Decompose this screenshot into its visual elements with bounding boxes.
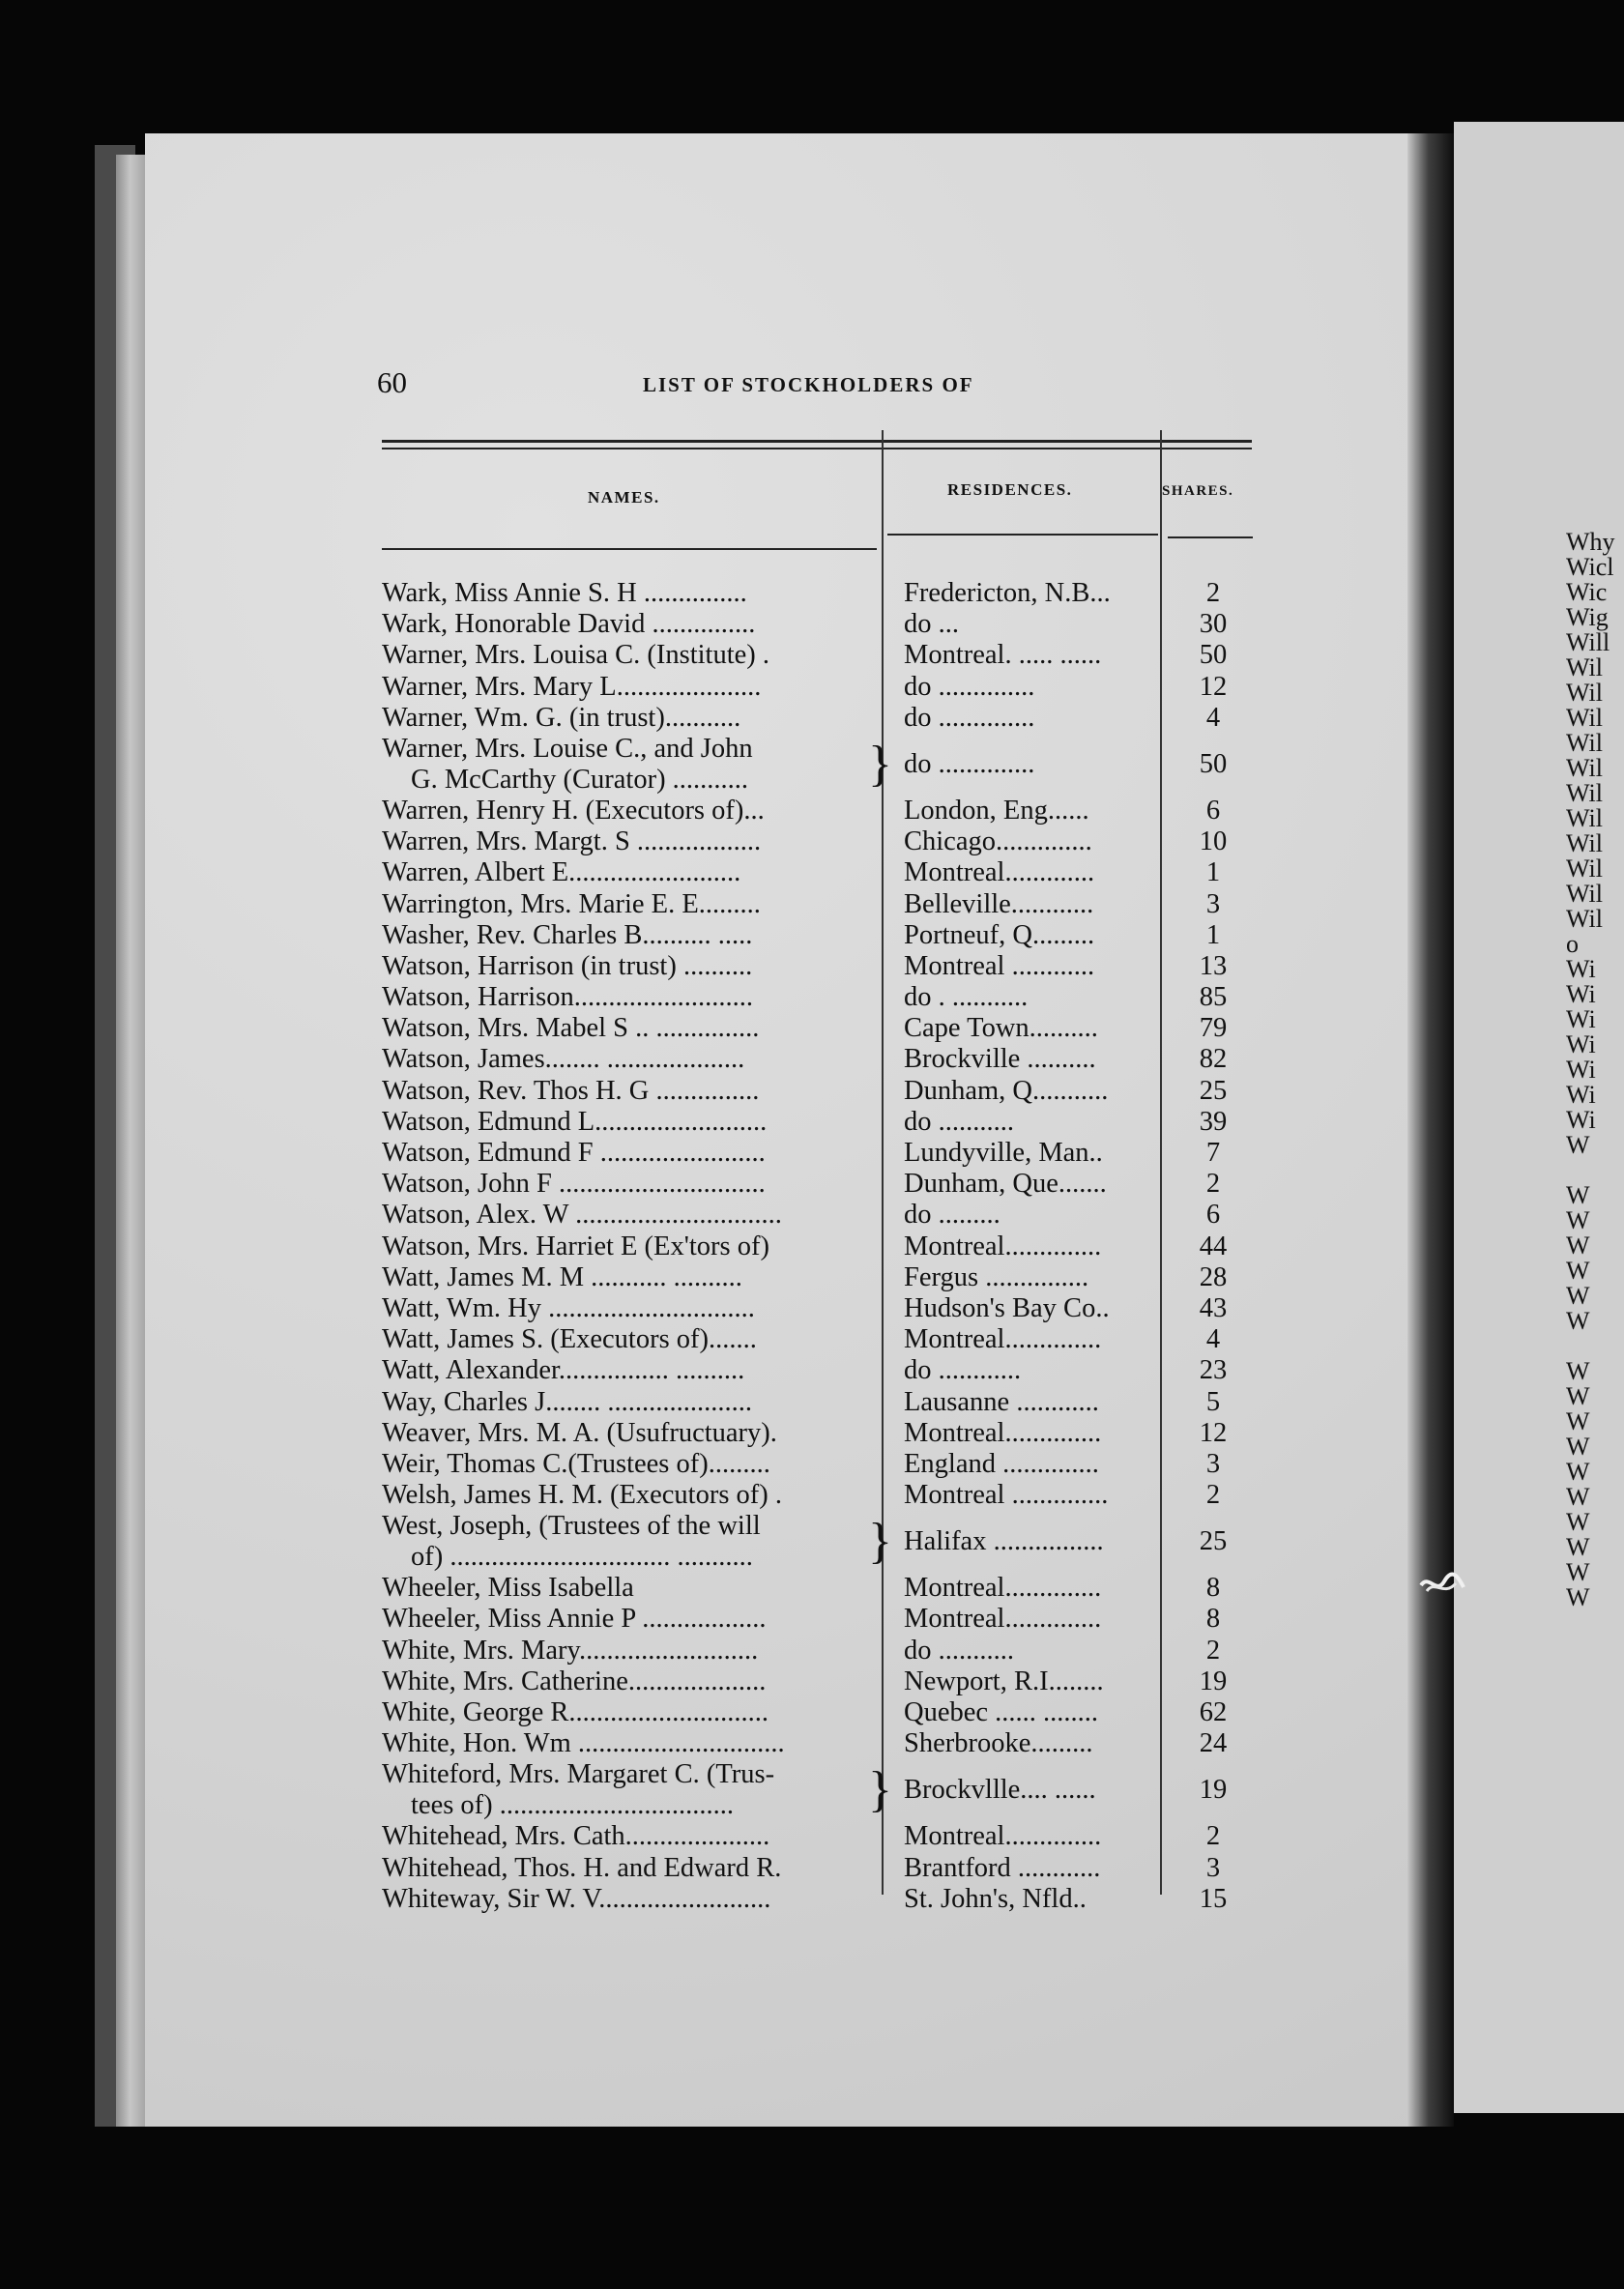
share-count: 44 — [1199, 1231, 1228, 1261]
residence: Quebec ...... ........ — [904, 1697, 1099, 1727]
facing-page-line: Wi — [1566, 1005, 1596, 1033]
stockholder-name — [382, 1355, 889, 1386]
top-rule-1 — [382, 440, 1252, 443]
share-count: 25 — [1199, 1075, 1228, 1106]
name-line: Whiteford, Mrs. Margaret C. (Trus- — [382, 1759, 775, 1790]
name-continuation-line: G. McCarthy (Curator) ........... — [411, 764, 749, 795]
stockholder-name — [382, 1821, 889, 1852]
facing-page-line: W — [1566, 1307, 1590, 1335]
share-count: 4 — [1205, 702, 1221, 733]
name-continuation-line: of) ................................ ........... — [411, 1542, 753, 1573]
stockholder-name — [382, 1636, 889, 1666]
residence: Brockville .......... — [904, 1044, 1096, 1075]
stockholder-name — [382, 796, 889, 826]
table-row — [382, 1449, 1252, 1480]
table-row — [382, 1355, 1252, 1386]
table-row — [382, 1200, 1252, 1231]
stockholder-name — [382, 857, 889, 888]
name-line: Wark, Miss Annie S. H ............... — [382, 578, 747, 608]
table-row — [382, 1821, 1252, 1852]
table-row — [382, 1044, 1252, 1075]
stockholder-name — [382, 1293, 889, 1324]
share-count: 10 — [1199, 826, 1228, 857]
table-row — [382, 920, 1252, 951]
stockholder-name — [382, 1169, 889, 1200]
name-line: Washer, Rev. Charles B.......... ..... — [382, 919, 753, 950]
table-row — [382, 1418, 1252, 1449]
running-title: LIST OF STOCKHOLDERS OF — [643, 373, 974, 396]
facing-page-text — [1566, 530, 1624, 1610]
facing-page-line: W — [1566, 1458, 1590, 1486]
share-count: 28 — [1199, 1261, 1228, 1292]
stockholder-name — [382, 1853, 889, 1884]
share-count: 6 — [1205, 1200, 1221, 1231]
name-line: West, Joseph, (Trustees of the will — [382, 1511, 761, 1542]
stockholder-name — [382, 1387, 889, 1418]
stockholder-name — [382, 609, 889, 640]
share-count: 3 — [1205, 1448, 1221, 1479]
facing-page-line: W — [1566, 1181, 1590, 1209]
share-count: 43 — [1199, 1292, 1228, 1323]
name-line: Watson, Edmund F ........................ — [382, 1138, 766, 1168]
name-line: Warren, Albert E......................... — [382, 857, 741, 888]
facing-page-line: W — [1566, 1257, 1590, 1285]
table-row — [382, 672, 1252, 703]
table-row — [382, 1573, 1252, 1604]
name-line: Warner, Wm. G. (in trust)........... — [382, 702, 741, 733]
share-count: 2 — [1205, 1821, 1221, 1852]
facing-page-line: Wic — [1566, 578, 1608, 606]
stockholder-name — [382, 1013, 889, 1044]
share-count: 24 — [1199, 1728, 1228, 1759]
stockholder-name — [382, 703, 889, 734]
stockholder-name — [382, 889, 889, 920]
facing-page-line: Wil — [1566, 905, 1603, 933]
facing-page-line: Wi — [1566, 1030, 1596, 1058]
name-line: Watson, Mrs. Mabel S .. ............... — [382, 1013, 760, 1044]
table-row — [382, 1697, 1252, 1728]
stockholder-name — [382, 1231, 889, 1262]
residence: do ........... — [904, 1635, 1014, 1666]
residence: Montreal.............. — [904, 1821, 1102, 1852]
name-line: Watson, Alex. W .............................. — [382, 1200, 782, 1231]
name-line: Wheeler, Miss Annie P .................. — [382, 1604, 767, 1635]
facing-page-line: Wig — [1566, 603, 1609, 631]
residence: Lausanne ............ — [904, 1386, 1099, 1417]
stockholder-name — [382, 1884, 889, 1915]
facing-page-line: Wil — [1566, 704, 1603, 732]
column-header-residences: RESIDENCES. — [947, 480, 1073, 499]
residence: do ............ — [904, 1355, 1022, 1386]
stockholder-name — [382, 1418, 889, 1449]
name-line: Whitehead, Mrs. Cath..................... — [382, 1821, 770, 1852]
facing-page-line: W — [1566, 1282, 1590, 1310]
header-bottom-rule-names — [382, 548, 877, 550]
facing-page-line: Wil — [1566, 679, 1603, 707]
facing-page-line: W — [1566, 1483, 1590, 1511]
brace-glyph: } — [868, 1514, 892, 1570]
facing-page-line: Wil — [1566, 754, 1603, 782]
table-row — [382, 1387, 1252, 1418]
residence: Montreal. ..... ...... — [904, 640, 1102, 671]
facing-page-line: Wi — [1566, 1056, 1596, 1084]
table-row — [382, 734, 1252, 796]
share-count: 19 — [1199, 1666, 1228, 1696]
facing-page-line: W — [1566, 1357, 1590, 1385]
facing-page-line: Wil — [1566, 804, 1603, 832]
residence: do ......... — [904, 1200, 1000, 1231]
share-count: 82 — [1199, 1044, 1228, 1075]
residence: Portneuf, Q......... — [904, 919, 1095, 950]
table-row — [382, 1666, 1252, 1697]
name-line: Watson, John F .............................. — [382, 1169, 766, 1200]
name-line: Whitehead, Thos. H. and Edward R. — [382, 1852, 782, 1883]
stockholder-name — [382, 1107, 889, 1138]
name-line: Warner, Mrs. Louisa C. (Institute) . — [382, 640, 770, 671]
name-line: Warrington, Mrs. Marie E. E......... — [382, 888, 761, 919]
share-count: 3 — [1205, 1852, 1221, 1883]
facing-page-line: W — [1566, 1433, 1590, 1461]
facing-page-line: Wil — [1566, 829, 1603, 857]
facing-page-line: o — [1566, 930, 1579, 958]
share-count: 2 — [1205, 578, 1221, 608]
facing-page-line: W — [1566, 1231, 1590, 1260]
residence: Dunham, Q........... — [904, 1075, 1109, 1106]
top-rule-2 — [382, 448, 1252, 449]
page-header — [377, 365, 1247, 414]
facing-page-line: W — [1566, 1583, 1590, 1611]
share-count: 12 — [1199, 1417, 1228, 1448]
table-row — [382, 1728, 1252, 1759]
residence: England .............. — [904, 1448, 1099, 1479]
stockholder-name — [382, 951, 889, 982]
facing-page-line: Wicl — [1566, 553, 1614, 581]
table-row — [382, 951, 1252, 982]
binding-thread — [1419, 1570, 1465, 1599]
stockholder-name — [382, 1200, 889, 1231]
residence: Montreal.............. — [904, 1324, 1102, 1355]
table-row — [382, 609, 1252, 640]
column-header-names: NAMES. — [588, 488, 660, 507]
residence: do ........... — [904, 1106, 1014, 1137]
stockholder-name — [382, 1573, 889, 1604]
facing-page-line: Wi — [1566, 1106, 1596, 1134]
table-row — [382, 1759, 1252, 1821]
residence: Fredericton, N.B... — [904, 578, 1111, 608]
residence: Montreal ............ — [904, 950, 1095, 981]
residence: do ... — [904, 609, 959, 640]
residence: Belleville............ — [904, 888, 1094, 919]
table-row — [382, 1107, 1252, 1138]
residence: do . ........... — [904, 982, 1029, 1013]
facing-page-line: W — [1566, 1206, 1590, 1234]
residence: St. John's, Nfld.. — [904, 1883, 1087, 1914]
table-row — [382, 796, 1252, 826]
stockholder-name — [382, 982, 889, 1013]
stockholder-name — [382, 920, 889, 951]
share-count: 25 — [1199, 1526, 1228, 1557]
facing-page-line: W — [1566, 1558, 1590, 1586]
residence: Montreal .............. — [904, 1480, 1109, 1511]
table-row — [382, 1324, 1252, 1355]
table-row — [382, 1076, 1252, 1107]
facing-page-line: Why — [1566, 528, 1615, 556]
table-row — [382, 1853, 1252, 1884]
share-count: 5 — [1205, 1386, 1221, 1417]
stockholder-name — [382, 1262, 889, 1293]
stockholder-name — [382, 1759, 889, 1821]
facing-page-line: Will — [1566, 628, 1610, 656]
share-count: 30 — [1199, 609, 1228, 640]
share-count: 8 — [1205, 1573, 1221, 1604]
table-row — [382, 640, 1252, 671]
name-line: Weaver, Mrs. M. A. (Usufructuary). — [382, 1417, 777, 1448]
stockholder-name — [382, 578, 889, 609]
stockholder-name — [382, 1449, 889, 1480]
table-row — [382, 1013, 1252, 1044]
share-count: 8 — [1205, 1604, 1221, 1635]
book-gutter — [1407, 133, 1454, 2127]
stockholder-name — [382, 1697, 889, 1728]
name-line: Warner, Mrs. Mary L..................... — [382, 671, 762, 702]
facing-page-line: Wil — [1566, 880, 1603, 908]
stockholder-name — [382, 1324, 889, 1355]
name-line: Watt, Wm. Hy .............................. — [382, 1292, 755, 1323]
table-row — [382, 703, 1252, 734]
brace-glyph: } — [868, 1762, 892, 1818]
stockholder-name — [382, 640, 889, 671]
residence: Brantford ............ — [904, 1852, 1101, 1883]
stockholder-name — [382, 1666, 889, 1697]
residence: do .............. — [904, 671, 1035, 702]
residence: Sherbrooke......... — [904, 1728, 1093, 1759]
share-count: 4 — [1205, 1324, 1221, 1355]
residence: Newport, R.I........ — [904, 1666, 1104, 1696]
stockholder-name — [382, 1076, 889, 1107]
share-count: 13 — [1199, 950, 1228, 981]
facing-page-line: W — [1566, 1508, 1590, 1536]
name-line: Watson, Harrison.......................... — [382, 982, 753, 1013]
column-header-shares: SHARES. — [1162, 483, 1234, 499]
share-count: 15 — [1199, 1883, 1228, 1914]
stockholder-name — [382, 1044, 889, 1075]
share-count: 50 — [1199, 640, 1228, 671]
residence: Montreal.............. — [904, 1231, 1102, 1261]
share-count: 3 — [1205, 888, 1221, 919]
header-bottom-rule-shares — [1168, 536, 1253, 538]
table-row — [382, 578, 1252, 609]
facing-page-line: Wil — [1566, 653, 1603, 681]
residence: Halifax ................ — [904, 1526, 1104, 1557]
facing-page-line: W — [1566, 1533, 1590, 1561]
table-row — [382, 857, 1252, 888]
share-count: 6 — [1205, 795, 1221, 826]
residence: do .............. — [904, 748, 1035, 779]
brace-glyph: } — [868, 736, 892, 792]
name-continuation-line: tees of) .................................. — [411, 1790, 735, 1821]
share-count: 79 — [1199, 1013, 1228, 1044]
share-count: 1 — [1205, 857, 1221, 888]
name-line: Weir, Thomas C.(Trustees of)......... — [382, 1448, 770, 1479]
facing-page-line: W — [1566, 1131, 1590, 1159]
facing-page-line: Wil — [1566, 779, 1603, 807]
facing-page-line — [1566, 1158, 1624, 1183]
share-count: 1 — [1205, 919, 1221, 950]
page-number: 60 — [377, 365, 407, 399]
table-row — [382, 1511, 1252, 1573]
name-line: White, Hon. Wm .............................. — [382, 1728, 785, 1759]
name-line: Wark, Honorable David ............... — [382, 609, 756, 640]
name-line: Watson, Rev. Thos H. G ............... — [382, 1075, 760, 1106]
share-count: 23 — [1199, 1355, 1228, 1386]
table-row — [382, 889, 1252, 920]
share-count: 2 — [1205, 1635, 1221, 1666]
stockholder-name — [382, 1480, 889, 1511]
name-line: Watson, Harrison (in trust) .......... — [382, 950, 753, 981]
name-line: Watson, Edmund L......................... — [382, 1106, 768, 1137]
table-row — [382, 826, 1252, 857]
facing-page-line — [1566, 1334, 1624, 1359]
table-row — [382, 1604, 1252, 1635]
table-row — [382, 1480, 1252, 1511]
stockholder-name — [382, 1511, 889, 1573]
name-line: White, Mrs. Mary.......................... — [382, 1635, 759, 1666]
name-line: Watson, Mrs. Harriet E (Ex'tors of) — [382, 1231, 769, 1261]
stockholder-name — [382, 1138, 889, 1169]
stockholder-name — [382, 1728, 889, 1759]
facing-page-line: Wil — [1566, 855, 1603, 883]
residence: Montreal.............. — [904, 1417, 1102, 1448]
residence: Montreal.............. — [904, 1573, 1102, 1604]
name-line: Watt, James S. (Executors of)....... — [382, 1324, 757, 1355]
share-count: 19 — [1199, 1775, 1228, 1806]
share-count: 7 — [1205, 1138, 1221, 1168]
residence: London, Eng...... — [904, 795, 1089, 826]
residence: Montreal............. — [904, 857, 1095, 888]
table-row — [382, 1636, 1252, 1666]
residence: Brockvllle.... ...... — [904, 1775, 1096, 1806]
table-row — [382, 1293, 1252, 1324]
table-row — [382, 1169, 1252, 1200]
table-row — [382, 1231, 1252, 1262]
residence: Lundyville, Man.. — [904, 1138, 1103, 1168]
share-count: 85 — [1199, 982, 1228, 1013]
share-count: 50 — [1199, 748, 1228, 779]
table-row — [382, 1262, 1252, 1293]
residence: Dunham, Que....... — [904, 1169, 1107, 1200]
stockholder-name — [382, 734, 889, 796]
facing-page-line: Wi — [1566, 980, 1596, 1008]
name-line: Way, Charles J........ ..................... — [382, 1386, 752, 1417]
name-line: Watson, James........ .................... — [382, 1044, 745, 1075]
header-bottom-rule-residences — [887, 534, 1158, 536]
stockholder-name — [382, 1604, 889, 1635]
share-count: 2 — [1205, 1169, 1221, 1200]
facing-page-line: Wi — [1566, 955, 1596, 983]
residence: do .............. — [904, 702, 1035, 733]
residence: Chicago.............. — [904, 826, 1092, 857]
name-line: Watt, Alexander................ .......... — [382, 1355, 745, 1386]
share-count: 39 — [1199, 1106, 1228, 1137]
share-count: 2 — [1205, 1480, 1221, 1511]
name-line: Warren, Mrs. Margt. S .................. — [382, 826, 762, 857]
name-line: White, George R............................. — [382, 1697, 769, 1727]
facing-page-line: Wi — [1566, 1081, 1596, 1109]
table-row — [382, 982, 1252, 1013]
name-line: Warner, Mrs. Louise C., and John — [382, 733, 753, 764]
name-line: Whiteway, Sir W. V......................... — [382, 1883, 771, 1914]
name-line: Warren, Henry H. (Executors of)... — [382, 795, 765, 826]
residence: Montreal.............. — [904, 1604, 1102, 1635]
stockholder-table — [382, 578, 1252, 1915]
stockholder-name — [382, 672, 889, 703]
share-count: 12 — [1199, 671, 1228, 702]
facing-page-line: Wil — [1566, 729, 1603, 757]
name-line: Watt, James M. M ........... .......... — [382, 1261, 742, 1292]
facing-page-line: W — [1566, 1407, 1590, 1435]
share-count: 62 — [1199, 1697, 1228, 1727]
residence: Hudson's Bay Co.. — [904, 1292, 1110, 1323]
residence: Cape Town.......... — [904, 1013, 1098, 1044]
table-row — [382, 1884, 1252, 1915]
name-line: Wheeler, Miss Isabella — [382, 1573, 634, 1604]
stockholder-name — [382, 826, 889, 857]
name-line: Welsh, James H. M. (Executors of) . — [382, 1480, 783, 1511]
name-line: White, Mrs. Catherine.................... — [382, 1666, 767, 1696]
facing-page-line: W — [1566, 1382, 1590, 1410]
residence: Fergus ............... — [904, 1261, 1089, 1292]
table-row — [382, 1138, 1252, 1169]
